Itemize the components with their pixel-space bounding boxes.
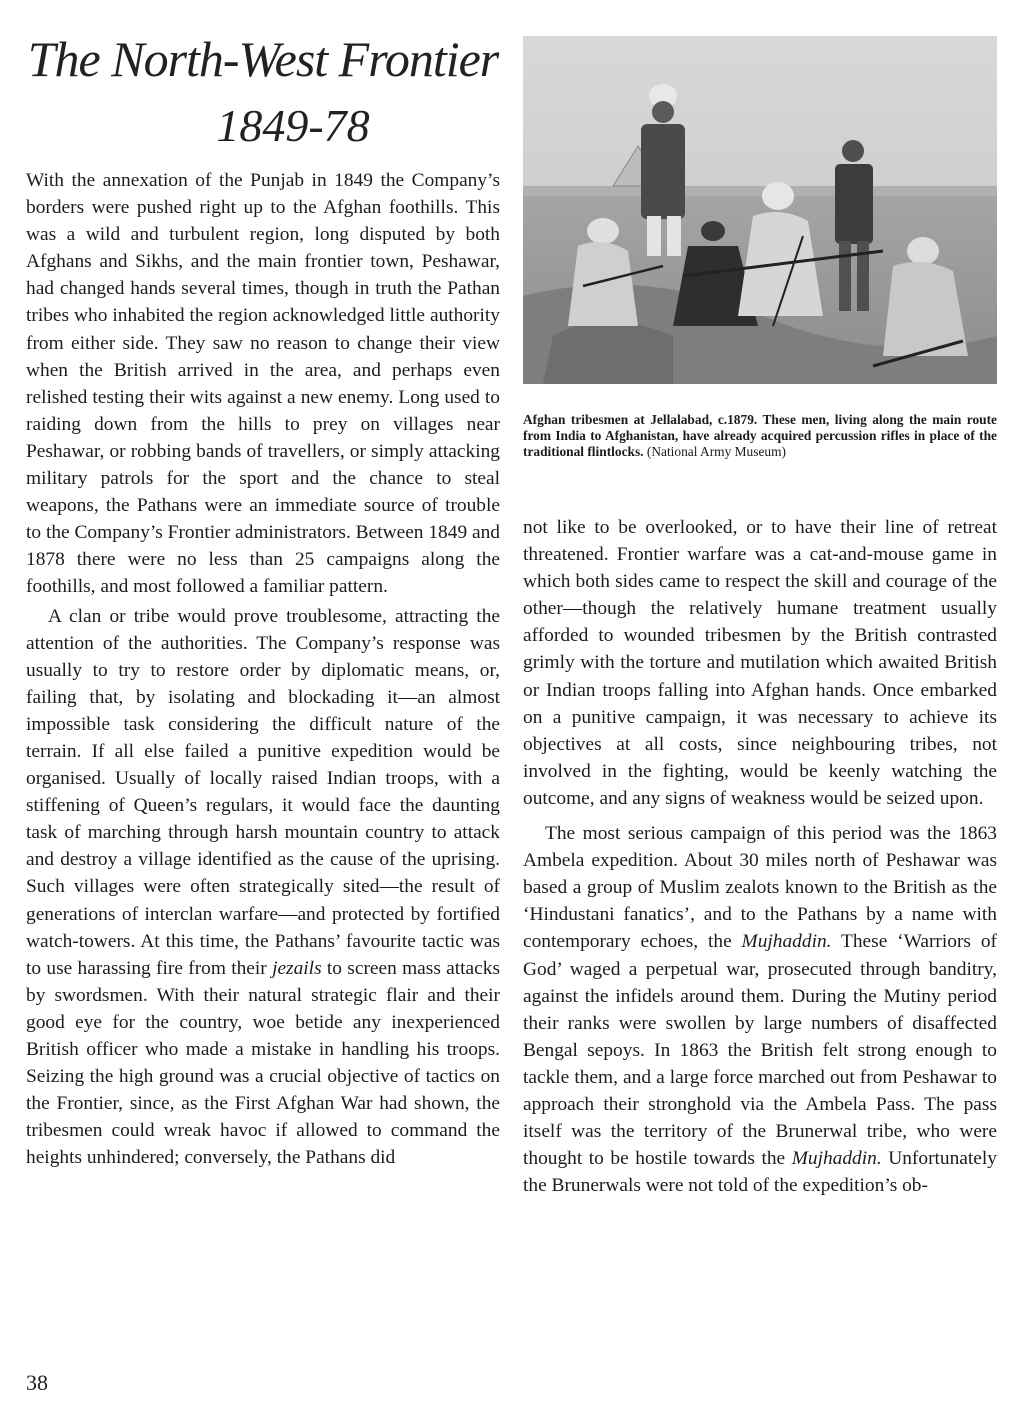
right-column bbox=[523, 514, 997, 1199]
right-paragraph-1: not like to be overlooked, or to have their line of retreat threatened. Frontier warfare was a cat-and-mouse game in which both sides came to respect the skill and courage of the other—though the relatively humane treatment usually afforded to wounded tribesmen by the British contrasted grimly with the torture and mutilation which awaited British or Indian troops falling into Afghan hands. Once embarked on a punitive campaign, it was necessary to achieve its objectives at all costs, since neighbouring tribes, not involved in the fighting, would be keenly watching the outcome, and any signs of weakness would be seized upon. bbox=[523, 517, 997, 809]
right-p2-italic-2: Mujhaddin. bbox=[791, 1148, 882, 1170]
left-p2-italic: jezails bbox=[272, 957, 322, 979]
left-paragraph-1: With the annexation of the Punjab in 1849 the Company’s borders were pushed right up to the Afghan foothills. This was a wild and turbulent region, long disputed by both Afghans and Sikhs, and the main frontier town, Peshawar, had changed hands several times, though in truth the Pathan tribes who inhabited the region acknowledged little authority from either side. They saw no reason to change their view when the British arrived in the area, and perhaps even relished testing their wits against a new enemy. Long used to raiding down from the hills to prey on villages near Peshawar, or robbing bands of travellers, or simply attacking military patrols for the sport and the chance to steal weapons, the Pathans were an immediate source of trouble to the Company’s Frontier administrators. Between 1849 and 1878 there were no less than 25 campaigns along the foothills, and most followed a familiar pattern. bbox=[26, 170, 500, 598]
caption-text: Afghan tribesmen at Jellalabad, c.1879. These men, living along the main route from India to Afghanistan, have already acquired percussion rifles in place of the traditional flintlocks. bbox=[523, 412, 997, 459]
right-p2-c: Unfortunately the Brunerwals were not told of the expedition’s ob- bbox=[523, 1148, 997, 1197]
right-p2-b: These ‘Warriors of God’ waged a perpetual war, prosecuted through banditry, against the infidels around them. During the Mutiny period their ranks were swollen by large numbers of disaffected Bengal sepoys. In 1863 the British felt strong enough to tackle them, and a large force marched out from Peshawar to approach their stronghold via the Ambela Pass. The pass itself was the territory of the Brunerwal tribe, who were thought to be hostile towards the bbox=[523, 931, 997, 1170]
left-column bbox=[26, 167, 500, 1171]
caption-source: (National Army Museum) bbox=[643, 444, 786, 459]
right-paragraph-2 bbox=[523, 820, 997, 1199]
photo-afghan-tribesmen bbox=[523, 36, 997, 384]
title-line-1: The North-West Frontier bbox=[27, 31, 499, 87]
photo-caption bbox=[523, 412, 997, 460]
right-p2-italic-1: Mujhaddin. bbox=[741, 931, 832, 953]
left-paragraph-2 bbox=[26, 603, 500, 1172]
title-line-2: 1849-78 bbox=[216, 100, 370, 151]
left-p2-text: A clan or tribe would prove troublesome, attracting the attention of the authorities. The Company’s response was usually to try to restore order by diplomatic means, or, failing that, by isolating and blockading it—an almost impossible task considering the difficult nature of the terrain. If all else failed a punitive expedition would be organised. Usually of locally raised Indian troops, with a stiffening of Queen’s regulars, it would face the daunting task of marching through harsh mountain country to attack and destroy a village identified as the cause of the uprising. Such villages were often strategically sited—the result of generations of interclan warfare—and protected by fortified watch-towers. At this time, the Pathans’ favourite tactic was to use harassing fire from their bbox=[26, 605, 500, 979]
right-p2-a: The most serious campaign of this period was the 1863 Ambela expedition. About 30 miles north of Peshawar was based a group of Muslim zealots known to the British as the ‘Hindustani fanatics’, and to the Pathans by a name with contemporary echoes, the bbox=[523, 823, 997, 953]
left-p2-end: to screen mass attacks by swordsmen. With their natural strategic flair and their good eye for the country, woe betide any inexperienced British officer who made a mistake in handling his troops. Seizing the high ground was a crucial objective of tactics on the Frontier, since, as the First Afghan War had shown, the tribesmen could wreak havoc if allowed to command the heights unhindered; conversely, the Pathans did bbox=[26, 957, 501, 1169]
photo-illustration bbox=[523, 36, 997, 384]
page-title bbox=[26, 28, 500, 154]
page-number: 38 bbox=[26, 1370, 48, 1395]
